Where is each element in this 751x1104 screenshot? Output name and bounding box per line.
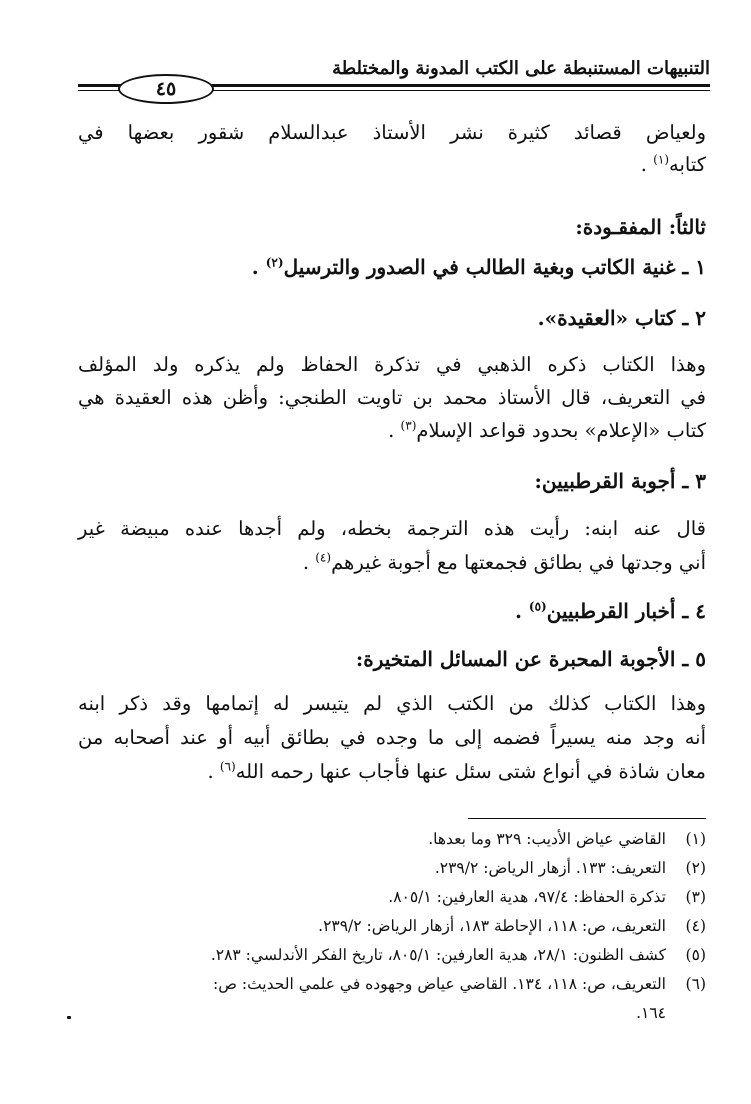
item-title: ١ ـ غنية الكاتب وبغية الطالب في الصدور والترسيل (283, 255, 706, 279)
text-span: كتاب «الإعلام» بحدود قواعد الإسلام (416, 419, 706, 442)
footnote-continuation: ١٦٤. (636, 1004, 666, 1022)
footnote-number: (٥) (685, 946, 706, 964)
text-span: . (302, 551, 310, 574)
scan-speck (67, 1016, 71, 1019)
footnote (318, 913, 706, 939)
text-span: . (207, 760, 214, 783)
footnote-marker: (٤) (315, 550, 332, 565)
text-span: . (388, 419, 395, 442)
footnote (388, 884, 706, 910)
running-title: التنبيهات المستنبطة على الكتب المدونة والمختلطة (332, 58, 710, 79)
footnote-text: القاضي عياض الأديب: ٣٢٩ وما بعدها. (428, 830, 666, 848)
paragraph-line (641, 150, 706, 180)
paragraph-line: قال عنه ابنه: رأيت هذه الترجمة بخطه، ولم أجدها عنده مبيضة غير (78, 517, 706, 540)
page-number: ٤٥ (118, 74, 214, 104)
text-span: . (640, 153, 647, 176)
list-item (252, 252, 706, 282)
footnote (428, 826, 706, 852)
footnote-number: (٢) (685, 859, 706, 877)
text-span: أني وجدتها في بطائق فجمعتها مع أجوبة غيرهم (331, 551, 706, 574)
paragraph-line: في التعريف، قال الأستاذ محمد بن تاويت الطنجي: وأظن هذه العقيدة هي (78, 386, 706, 409)
running-header (78, 58, 710, 100)
item-title: ٤ ـ أخبار القرطبيين (546, 599, 706, 623)
paragraph-line: ولعياض قصائد كثيرة نشر الأستاذ عبدالسلام شقور بعضها في (78, 121, 706, 144)
footnote-text: تذكرة الحفاظ: ٩٧/٤، هدية العارفين: ٨٠٥/١. (388, 888, 666, 906)
paragraph-line (388, 416, 706, 446)
footnote (213, 971, 706, 997)
text-span: . (514, 599, 522, 623)
footnote-marker: (٦) (219, 759, 236, 774)
footnote-text: التعريف: ١٣٣. أزهار الرياض: ٢٣٩/٢. (434, 859, 666, 877)
footnote (211, 942, 706, 968)
text-span: . (251, 255, 259, 279)
footnote-text: التعريف، ص: ١١٨، الإحاطة ١٨٣، أزهار الرياض: ٢٣٩/٢. (318, 917, 666, 935)
text-span: معان شاذة في أنواع شتى سئل عنها فأجاب عنها رحمه الله (235, 760, 706, 783)
paragraph-line: أنه وجد منه يسيراً فضمه إلى ما وجده في بطائق أبيه أو عند أصحابه من (78, 726, 706, 749)
paragraph-line: وهذا الكتاب ذكره الذهبي في تذكرة الحفاظ ولم يذكره ولد المؤلف (78, 353, 706, 376)
list-item (515, 596, 706, 626)
list-item: ٣ ـ أجوبة القرطبيين: (534, 469, 706, 493)
list-item: ٢ ـ كتاب «العقيدة». (537, 306, 706, 330)
paragraph-line: وهذا الكتاب كذلك من الكتب الذي لم يتيسر له إتمامها وقد ذكر ابنه (78, 692, 706, 715)
footnote-marker: (٢) (265, 255, 284, 270)
paragraph-line (303, 548, 706, 578)
footnote-number: (٣) (685, 888, 706, 906)
section-heading: ثالثاً: المفقـودة: (575, 215, 706, 239)
footnote-text: كشف الظنون: ٢٨/١، هدية العارفين: ٨٠٥/١، تاريخ الفكر الأندلسي: ٢٨٣. (210, 946, 666, 964)
footnote-number: (١) (685, 830, 706, 848)
footnote-number: (٤) (685, 917, 706, 935)
footnote-number: (٦) (685, 975, 706, 993)
list-item: ٥ ـ الأجوبة المحبرة عن المسائل المتخيرة: (355, 647, 706, 671)
footnote-marker: (٣) (400, 418, 417, 433)
text-span: كتابه (669, 153, 706, 176)
paragraph-line (207, 757, 706, 787)
footnote-text: التعريف، ص: ١١٨، ١٣٤. القاضي عياض وجهوده في علمي الحديث: ص: (212, 975, 666, 993)
footnote (435, 855, 706, 881)
footnote-marker: (٥) (528, 599, 547, 614)
footnote-marker: (١) (653, 152, 669, 167)
footnote-separator (468, 818, 706, 819)
